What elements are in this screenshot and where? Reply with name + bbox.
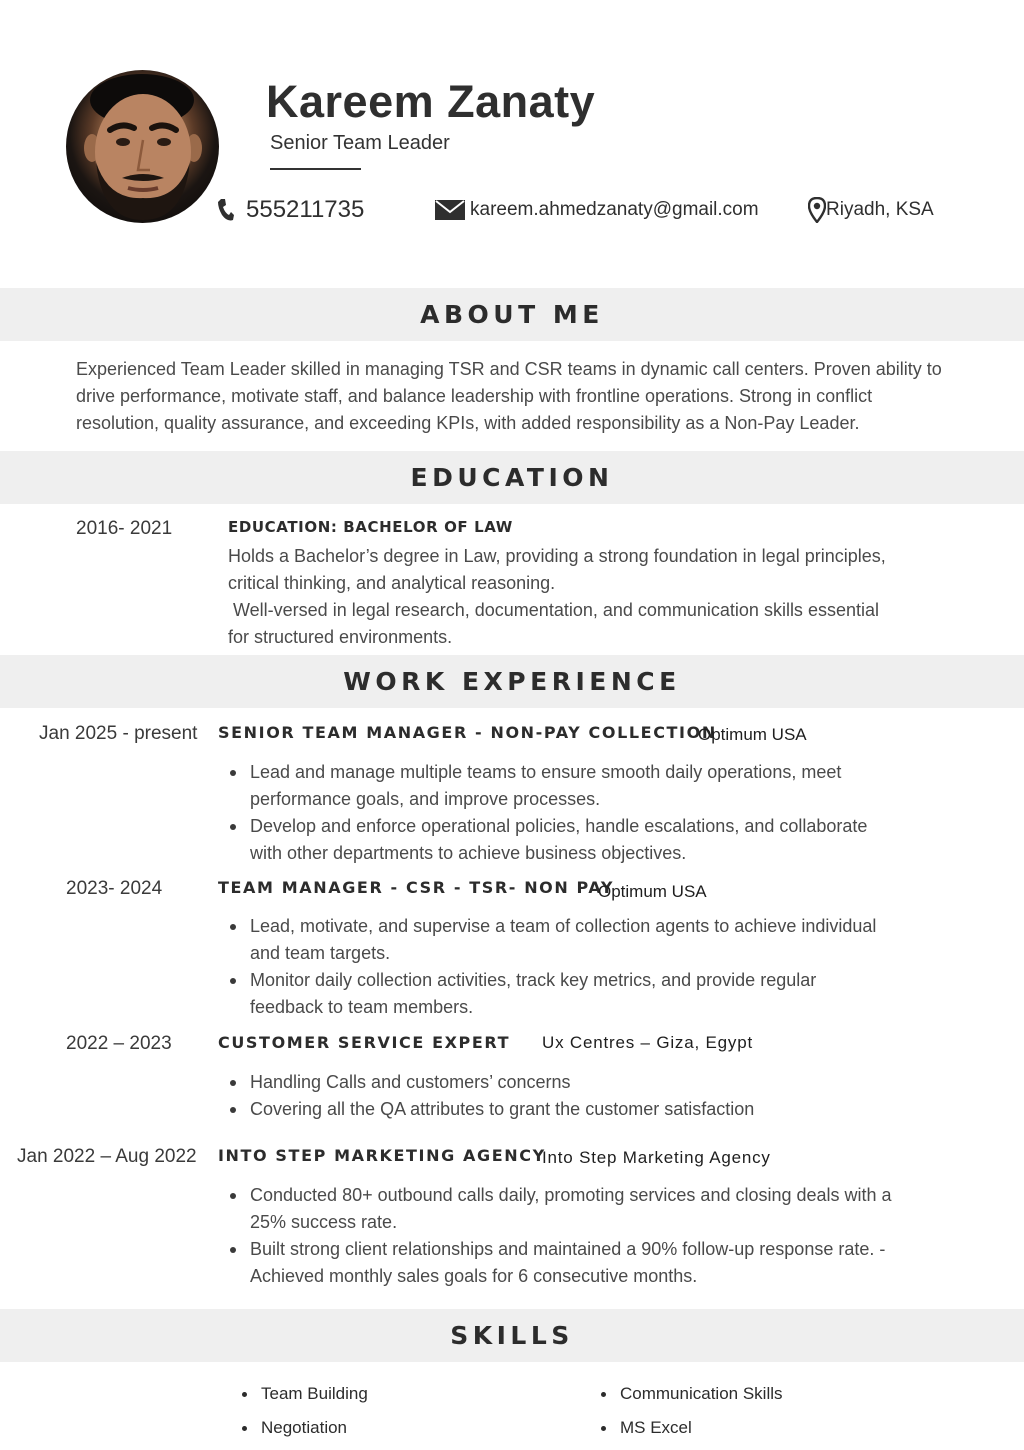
job-role: INTO STEP MARKETING AGENCY: [218, 1146, 546, 1165]
bullet-icon: [601, 1392, 606, 1397]
job-company: Ux Centres – Giza, Egypt: [542, 1033, 753, 1052]
email-address: kareem.ahmedzanaty@gmail.com: [470, 199, 759, 220]
bullet-icon: [601, 1426, 606, 1431]
education-heading: EDUCATION: BACHELOR OF LAW: [228, 518, 513, 536]
section-title: WORK EXPERIENCE: [343, 667, 681, 696]
job-role: SENIOR TEAM MANAGER - NON-PAY COLLECTION: [218, 723, 717, 742]
job-role: TEAM MANAGER - CSR - TSR- NON PAY: [218, 878, 615, 897]
section-header-skills: [0, 1309, 1024, 1362]
job-date: 2022 – 2023: [66, 1033, 172, 1054]
skill-item: MS Excel: [601, 1418, 692, 1438]
section-header-education: [0, 451, 1024, 504]
job-bullets: [228, 1069, 948, 1123]
section-title: EDUCATION: [410, 463, 614, 492]
list-item: Handling Calls and customers’ concerns: [228, 1069, 948, 1096]
list-item: Lead and manage multiple teams to ensure smooth daily operations, meet performance goals, and improve processes.: [228, 759, 948, 813]
job-role: CUSTOMER SERVICE EXPERT: [218, 1033, 511, 1052]
title-underline: [270, 168, 361, 170]
candidate-title: Senior Team Leader: [270, 132, 450, 154]
list-item: Lead, motivate, and supervise a team of collection agents to achieve individual and team targets.: [228, 913, 948, 967]
phone-icon: [217, 198, 234, 222]
skill-item: Communication Skills: [601, 1384, 783, 1404]
job-date: Jan 2025 - present: [39, 723, 198, 744]
profile-photo: [66, 70, 219, 223]
phone-number: 555211735: [246, 196, 365, 223]
section-title: ABOUT ME: [420, 300, 604, 329]
location-text: Riyadh, KSA: [826, 199, 934, 220]
contact-location: [808, 197, 934, 223]
section-header-about: [0, 288, 1024, 341]
education-description: Holds a Bachelor’s degree in Law, providing a strong foundation in legal principles, critical thinking, and analytical reasoning. Well-versed in legal research, documentation, and communication skills essential for structured environments.: [228, 546, 886, 647]
list-item: Monitor daily collection activities, track key metrics, and provide regular feedback to team members.: [228, 967, 948, 1021]
job-bullets: [228, 759, 948, 867]
contact-phone: [217, 196, 364, 224]
contact-email: [435, 199, 759, 221]
job-company: Optimum USA: [698, 725, 807, 744]
list-item: Built strong client relationships and maintained a 90% follow-up response rate. - Achieved monthly sales goals for 6 consecutive months.: [228, 1236, 958, 1290]
section-title: SKILLS: [450, 1321, 574, 1350]
job-date: 2023- 2024: [66, 878, 163, 899]
location-pin-icon: [808, 197, 826, 223]
section-header-work: [0, 655, 1024, 708]
bullet-icon: [242, 1392, 247, 1397]
job-company: Optimum USA: [598, 882, 707, 901]
job-bullets: [228, 1182, 958, 1290]
job-date: Jan 2022 – Aug 2022: [17, 1146, 197, 1167]
skill-item: Negotiation: [242, 1418, 347, 1438]
list-item: Develop and enforce operational policies, handle escalations, and collaborate with other departments to achieve business objectives.: [228, 813, 948, 867]
list-item: Conducted 80+ outbound calls daily, promoting services and closing deals with a 25% success rate.: [228, 1182, 958, 1236]
about-text: Experienced Team Leader skilled in managing TSR and CSR teams in dynamic call centers. Proven ability to drive performance, motivate staff, and balance leadership with frontline operations. Strong in conflict resolution, quality assurance, and exceeding KPIs, with added responsibility as a Non-Pay Leader.: [76, 359, 942, 433]
education-date: 2016- 2021: [76, 518, 173, 539]
job-company: Into Step Marketing Agency: [542, 1148, 771, 1167]
job-bullets: [228, 913, 948, 1021]
skill-item: Team Building: [242, 1384, 368, 1404]
candidate-name: Kareem Zanaty: [266, 76, 596, 127]
list-item: Covering all the QA attributes to grant the customer satisfaction: [228, 1096, 948, 1123]
bullet-icon: [242, 1426, 247, 1431]
mail-icon: [435, 200, 465, 220]
